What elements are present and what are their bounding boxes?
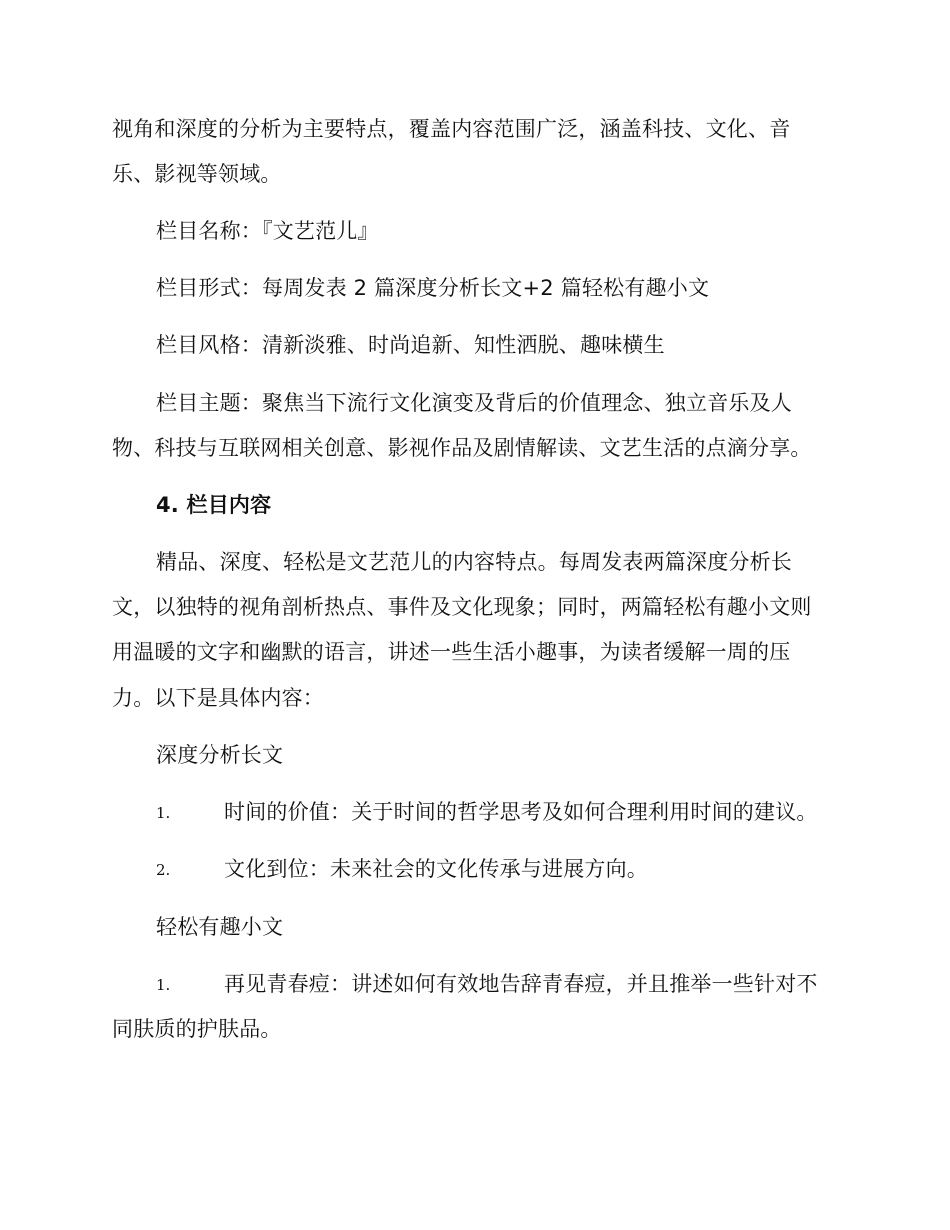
intro-line-1: 视角和深度的分析为主要特点，覆盖内容范围广泛，涵盖科技、文化、音 bbox=[112, 117, 791, 141]
list-item-text-line-2: 同肤质的护肤品。 bbox=[112, 1017, 282, 1041]
list-item-text-line-1: 再见青春痘：讲述如何有效地告辞青春痘，并且推举一些针对不 bbox=[224, 972, 818, 996]
list-item-number: 1. bbox=[156, 804, 171, 822]
section-paragraph-line-4: 力。以下是具体内容： bbox=[112, 686, 324, 710]
section-paragraph-line-3: 用温暖的文字和幽默的语言，讲述一些生活小趣事，为读者缓解一周的压 bbox=[112, 640, 791, 664]
section-heading: 4. 栏目内容 bbox=[156, 493, 272, 517]
list-item-number: 1. bbox=[156, 976, 171, 994]
column-style: 栏目风格：清新淡雅、时尚追新、知性洒脱、趣味横生 bbox=[156, 333, 665, 357]
column-name: 栏目名称：『文艺范儿』 bbox=[156, 219, 379, 243]
list-item-text: 文化到位：未来社会的文化传承与进展方向。 bbox=[224, 857, 648, 881]
column-theme-line-2: 物、科技与互联网相关创意、影视作品及剧情解读、文艺生活的点滴分享。 bbox=[112, 436, 812, 460]
section-paragraph-line-1: 精品、深度、轻松是文艺范儿的内容特点。每周发表两篇深度分析长 bbox=[156, 550, 792, 574]
list-item-text: 时间的价值：关于时间的哲学思考及如何合理利用时间的建议。 bbox=[224, 800, 818, 824]
column-format: 栏目形式：每周发表 2 篇深度分析长文+2 篇轻松有趣小文 bbox=[156, 276, 710, 300]
light-articles-title: 轻松有趣小文 bbox=[156, 915, 284, 939]
section-paragraph-line-2: 文，以独特的视角剖析热点、事件及文化现象；同时，两篇轻松有趣小文则 bbox=[112, 595, 812, 619]
list-item-number: 2. bbox=[156, 861, 171, 879]
column-theme-line-1: 栏目主题：聚焦当下流行文化演变及背后的价值理念、独立音乐及人 bbox=[156, 391, 792, 415]
deep-articles-title: 深度分析长文 bbox=[156, 743, 284, 767]
intro-line-2: 乐、影视等领域。 bbox=[112, 162, 282, 186]
